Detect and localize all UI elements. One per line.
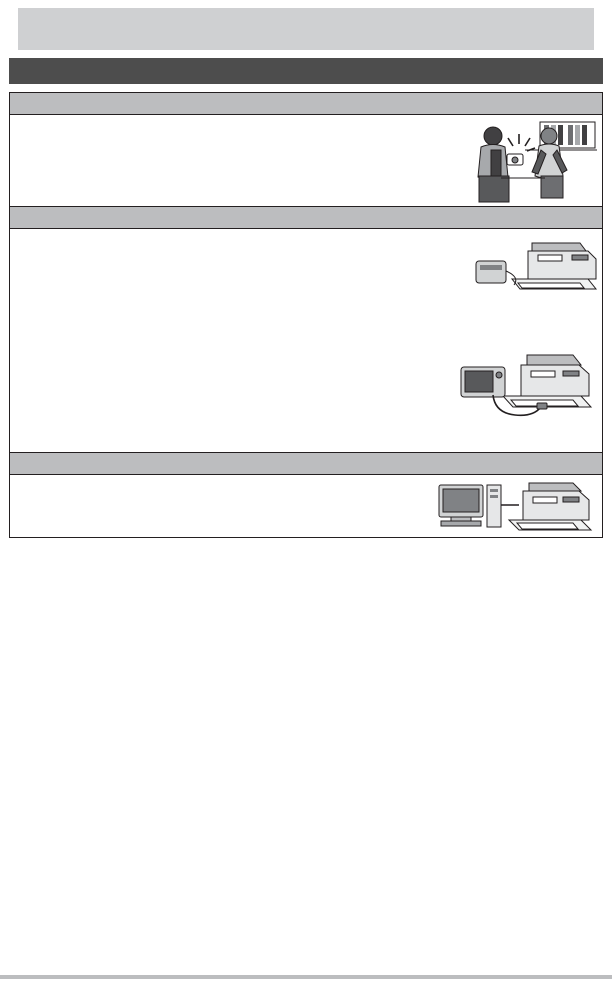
photographer-and-subject-icon [465,120,597,204]
memory-card-printer-icon [472,239,600,301]
table-row-3 [10,475,602,537]
section-header-bar [9,58,603,84]
table-row-1 [10,115,602,207]
top-banner [18,8,594,50]
table-row-header-2 [10,207,602,229]
table-row-header-3 [10,453,602,475]
content-table [9,92,603,538]
table-row-header-1 [10,93,602,115]
table-row-2 [10,229,602,453]
camera-printer-cable-icon [459,349,599,427]
computer-printer-cable-icon [435,481,600,533]
footer-rule [0,975,612,979]
